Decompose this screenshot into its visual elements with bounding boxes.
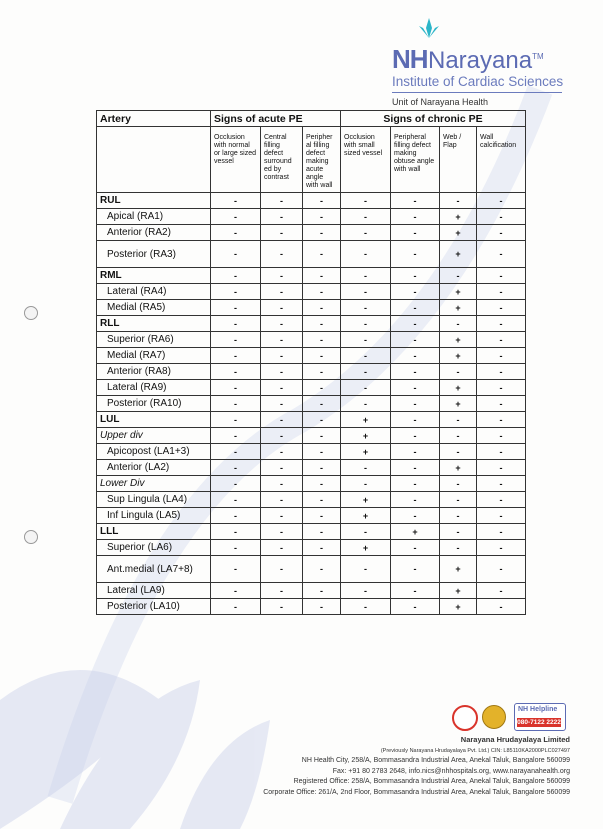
sign-value-cell: - bbox=[303, 225, 341, 241]
sign-value-cell: - bbox=[303, 508, 341, 524]
sign-value-cell: - bbox=[391, 556, 440, 583]
acute-pe-header: Signs of acute PE bbox=[211, 111, 341, 127]
sign-value-cell: - bbox=[477, 508, 526, 524]
chronic-pe-header: Signs of chronic PE bbox=[341, 111, 526, 127]
sign-value-cell: - bbox=[391, 444, 440, 460]
sign-value-cell: - bbox=[477, 193, 526, 209]
table-row bbox=[97, 268, 526, 284]
sign-value-cell: - bbox=[261, 268, 303, 284]
sign-value-cell: - bbox=[211, 540, 261, 556]
sign-value-cell: - bbox=[391, 540, 440, 556]
artery-subheader-blank bbox=[97, 127, 211, 193]
sign-value-cell: - bbox=[211, 268, 261, 284]
sign-value-cell: - bbox=[211, 300, 261, 316]
subheader-web-flap: Web / Flap bbox=[440, 127, 477, 193]
sign-value-cell: - bbox=[341, 209, 391, 225]
artery-label: Sup Lingula (LA4) bbox=[97, 492, 211, 508]
sign-value-cell: - bbox=[477, 348, 526, 364]
sign-value-cell: - bbox=[211, 508, 261, 524]
helpline-number: 080-7122 2222 bbox=[517, 719, 561, 726]
sign-value-cell: - bbox=[261, 583, 303, 599]
sign-value-cell: - bbox=[477, 492, 526, 508]
pe-signs-table bbox=[96, 110, 526, 615]
sign-value-cell: - bbox=[477, 225, 526, 241]
sign-value-cell: - bbox=[440, 540, 477, 556]
artery-label: Superior (LA6) bbox=[97, 540, 211, 556]
sign-value-cell: - bbox=[261, 348, 303, 364]
sign-value-cell: - bbox=[440, 193, 477, 209]
artery-label: RML bbox=[97, 268, 211, 284]
sign-value-cell: - bbox=[303, 583, 341, 599]
artery-label: Anterior (LA2) bbox=[97, 460, 211, 476]
sign-value-cell: - bbox=[303, 193, 341, 209]
artery-label: LLL bbox=[97, 524, 211, 540]
sign-value-cell: + bbox=[440, 348, 477, 364]
accreditation-badges bbox=[452, 703, 564, 731]
artery-label: Posterior (RA10) bbox=[97, 396, 211, 412]
sign-value-cell: - bbox=[261, 556, 303, 583]
sign-value-cell: - bbox=[341, 380, 391, 396]
table-body bbox=[97, 193, 526, 615]
sign-value-cell: + bbox=[391, 524, 440, 540]
sign-value-cell: - bbox=[391, 268, 440, 284]
table-row bbox=[97, 396, 526, 412]
sign-value-cell: - bbox=[477, 364, 526, 380]
sign-value-cell: - bbox=[477, 268, 526, 284]
sign-value-cell: - bbox=[261, 540, 303, 556]
artery-label: Upper div bbox=[97, 428, 211, 444]
sign-value-cell: - bbox=[391, 300, 440, 316]
sign-value-cell: - bbox=[261, 364, 303, 380]
sign-value-cell: - bbox=[261, 444, 303, 460]
subheader-central-defect: Central filling defect surround ed by contrast bbox=[261, 127, 303, 193]
sign-value-cell: - bbox=[477, 241, 526, 268]
sign-value-cell: - bbox=[261, 508, 303, 524]
artery-label: Posterior (RA3) bbox=[97, 241, 211, 268]
sign-value-cell: + bbox=[341, 412, 391, 428]
subheader-occlusion-small: Occlusion with small sized vessel bbox=[341, 127, 391, 193]
subheader-peripheral-acute: Peripher al filling defect making acute angle with wall bbox=[303, 127, 341, 193]
sign-value-cell: - bbox=[261, 193, 303, 209]
sign-value-cell: - bbox=[477, 428, 526, 444]
sign-value-cell: - bbox=[440, 476, 477, 492]
artery-label: Anterior (RA8) bbox=[97, 364, 211, 380]
sign-value-cell: - bbox=[477, 524, 526, 540]
sign-value-cell: - bbox=[341, 556, 391, 583]
sign-value-cell: - bbox=[303, 492, 341, 508]
sign-value-cell: + bbox=[341, 428, 391, 444]
sign-value-cell: - bbox=[261, 225, 303, 241]
sign-value-cell: - bbox=[303, 524, 341, 540]
sign-value-cell: - bbox=[211, 284, 261, 300]
sign-value-cell: - bbox=[341, 268, 391, 284]
sign-value-cell: + bbox=[440, 300, 477, 316]
sign-value-cell: - bbox=[440, 492, 477, 508]
sign-value-cell: - bbox=[303, 284, 341, 300]
artery-label: RUL bbox=[97, 193, 211, 209]
sign-value-cell: - bbox=[341, 599, 391, 615]
nabh-badge-icon bbox=[452, 705, 478, 731]
artery-label: Lower Div bbox=[97, 476, 211, 492]
sign-value-cell: + bbox=[440, 225, 477, 241]
sign-value-cell: - bbox=[261, 316, 303, 332]
sign-value-cell: - bbox=[211, 332, 261, 348]
sign-value-cell: - bbox=[477, 476, 526, 492]
sign-value-cell: - bbox=[211, 380, 261, 396]
table-row bbox=[97, 209, 526, 225]
sign-value-cell: - bbox=[440, 444, 477, 460]
table-row bbox=[97, 348, 526, 364]
sign-value-cell: - bbox=[211, 428, 261, 444]
logo-divider bbox=[392, 92, 562, 93]
sign-value-cell: - bbox=[261, 524, 303, 540]
sign-value-cell: - bbox=[391, 225, 440, 241]
sign-value-cell: - bbox=[477, 332, 526, 348]
company-name: Narayana Hrudayalaya Limited bbox=[460, 735, 570, 744]
sign-value-cell: - bbox=[261, 599, 303, 615]
sign-value-cell: - bbox=[391, 380, 440, 396]
table-row bbox=[97, 599, 526, 615]
sign-value-cell: - bbox=[211, 396, 261, 412]
sign-value-cell: - bbox=[477, 556, 526, 583]
sign-value-cell: - bbox=[440, 364, 477, 380]
sign-value-cell: - bbox=[391, 460, 440, 476]
sign-value-cell: - bbox=[261, 476, 303, 492]
sign-value-cell: + bbox=[440, 599, 477, 615]
sign-value-cell: - bbox=[391, 428, 440, 444]
table-row bbox=[97, 225, 526, 241]
artery-label: Anterior (RA2) bbox=[97, 225, 211, 241]
sign-value-cell: + bbox=[341, 540, 391, 556]
sign-value-cell: - bbox=[303, 599, 341, 615]
table-row bbox=[97, 540, 526, 556]
sign-value-cell: - bbox=[303, 241, 341, 268]
sign-value-cell: - bbox=[303, 460, 341, 476]
artery-label: Inf Lingula (LA5) bbox=[97, 508, 211, 524]
table-row bbox=[97, 460, 526, 476]
sign-value-cell: - bbox=[303, 348, 341, 364]
sign-value-cell: - bbox=[341, 460, 391, 476]
sign-value-cell: - bbox=[391, 396, 440, 412]
table-row bbox=[97, 332, 526, 348]
sign-value-cell: - bbox=[341, 524, 391, 540]
table-row bbox=[97, 316, 526, 332]
sign-value-cell: - bbox=[440, 508, 477, 524]
artery-label: Lateral (RA4) bbox=[97, 284, 211, 300]
sign-value-cell: - bbox=[391, 284, 440, 300]
sign-value-cell: - bbox=[440, 316, 477, 332]
registered-office: Registered Office: 258/A, Bommasandra Industrial Area, Anekal Taluk, Bangalore 560099 bbox=[293, 778, 570, 785]
table-row bbox=[97, 364, 526, 380]
sign-value-cell: + bbox=[440, 583, 477, 599]
sign-value-cell: - bbox=[391, 364, 440, 380]
sign-value-cell: - bbox=[211, 193, 261, 209]
sign-value-cell: - bbox=[391, 241, 440, 268]
artery-label: Superior (RA6) bbox=[97, 332, 211, 348]
sign-value-cell: - bbox=[303, 444, 341, 460]
sign-value-cell: - bbox=[303, 476, 341, 492]
footer-address-block bbox=[230, 735, 570, 798]
sign-value-cell: - bbox=[211, 556, 261, 583]
brand-mark: NH bbox=[392, 44, 428, 74]
sign-value-cell: - bbox=[341, 332, 391, 348]
sign-value-cell: - bbox=[341, 348, 391, 364]
sign-value-cell: - bbox=[211, 412, 261, 428]
subheader-wall-calcification: Wall calcification bbox=[477, 127, 526, 193]
table-row bbox=[97, 241, 526, 268]
table-row bbox=[97, 428, 526, 444]
sign-value-cell: - bbox=[211, 599, 261, 615]
sign-value-cell: - bbox=[303, 300, 341, 316]
table-row bbox=[97, 556, 526, 583]
sign-value-cell: - bbox=[341, 284, 391, 300]
sign-value-cell: + bbox=[440, 380, 477, 396]
sign-value-cell: + bbox=[440, 241, 477, 268]
sign-value-cell: + bbox=[440, 556, 477, 583]
sign-value-cell: - bbox=[477, 583, 526, 599]
unit-name: Unit of Narayana Health bbox=[392, 97, 489, 107]
corporate-office: Corporate Office: 261/A, 2nd Floor, Bommasandra Industrial Area, Anekal Taluk, Bangalore 560099 bbox=[263, 788, 570, 796]
sign-value-cell: - bbox=[303, 364, 341, 380]
artery-label: Medial (RA7) bbox=[97, 348, 211, 364]
sign-value-cell: - bbox=[261, 428, 303, 444]
sign-value-cell: - bbox=[477, 316, 526, 332]
sign-value-cell: - bbox=[303, 540, 341, 556]
sign-value-cell: + bbox=[341, 508, 391, 524]
sign-value-cell: - bbox=[391, 332, 440, 348]
sign-value-cell: - bbox=[211, 225, 261, 241]
table-row bbox=[97, 412, 526, 428]
punch-hole-top bbox=[24, 306, 38, 320]
sign-value-cell: - bbox=[211, 316, 261, 332]
sign-value-cell: - bbox=[303, 428, 341, 444]
table-row bbox=[97, 524, 526, 540]
sign-value-cell: - bbox=[211, 241, 261, 268]
sign-value-cell: - bbox=[477, 412, 526, 428]
sign-value-cell: - bbox=[303, 396, 341, 412]
sign-value-cell: - bbox=[391, 412, 440, 428]
sign-value-cell: - bbox=[261, 332, 303, 348]
table-row bbox=[97, 300, 526, 316]
sign-value-cell: - bbox=[261, 412, 303, 428]
sign-value-cell: - bbox=[440, 268, 477, 284]
sign-value-cell: - bbox=[261, 492, 303, 508]
sign-value-cell: - bbox=[440, 428, 477, 444]
sign-value-cell: - bbox=[391, 476, 440, 492]
table-row bbox=[97, 380, 526, 396]
sign-value-cell: - bbox=[440, 524, 477, 540]
sign-value-cell: - bbox=[391, 316, 440, 332]
sign-value-cell: - bbox=[477, 460, 526, 476]
artery-header: Artery bbox=[97, 111, 211, 127]
sign-value-cell: - bbox=[341, 241, 391, 268]
subheader-peripheral-obtuse: Peripheral filling defect making obtuse angle with wall bbox=[391, 127, 440, 193]
sign-value-cell: - bbox=[261, 209, 303, 225]
sign-value-cell: - bbox=[341, 364, 391, 380]
helpline-title: NH Helpline bbox=[518, 706, 558, 713]
sign-value-cell: - bbox=[303, 412, 341, 428]
table-row bbox=[97, 508, 526, 524]
subheader-occlusion-large: Occlusion with normal or large sized vessel bbox=[211, 127, 261, 193]
artery-label: Lateral (RA9) bbox=[97, 380, 211, 396]
sign-value-cell: + bbox=[440, 396, 477, 412]
helpline-badge bbox=[514, 703, 566, 731]
artery-label: LUL bbox=[97, 412, 211, 428]
sign-value-cell: - bbox=[261, 300, 303, 316]
sign-value-cell: - bbox=[341, 300, 391, 316]
sign-value-cell: + bbox=[341, 492, 391, 508]
sign-value-cell: - bbox=[341, 193, 391, 209]
sign-value-cell: - bbox=[477, 209, 526, 225]
sign-value-cell: + bbox=[440, 332, 477, 348]
sign-value-cell: - bbox=[211, 209, 261, 225]
previous-name-cin: (Previously Narayana Hrudayalaya Pvt. Ltd.) CIN: L85110KA2000PLC027497 bbox=[380, 747, 570, 754]
sign-value-cell: - bbox=[440, 412, 477, 428]
narayana-logo bbox=[392, 14, 572, 114]
brand-name: Narayana™ bbox=[428, 47, 544, 74]
sign-value-cell: - bbox=[391, 583, 440, 599]
sign-value-cell: - bbox=[261, 460, 303, 476]
sign-value-cell: - bbox=[303, 316, 341, 332]
sign-value-cell: - bbox=[303, 556, 341, 583]
sign-value-cell: - bbox=[303, 209, 341, 225]
sign-value-cell: - bbox=[261, 241, 303, 268]
sign-value-cell: - bbox=[261, 284, 303, 300]
artery-label: RLL bbox=[97, 316, 211, 332]
sign-value-cell: - bbox=[341, 316, 391, 332]
sign-value-cell: + bbox=[440, 209, 477, 225]
sign-value-cell: - bbox=[477, 300, 526, 316]
table-row bbox=[97, 444, 526, 460]
artery-label: Lateral (LA9) bbox=[97, 583, 211, 599]
sign-value-cell: - bbox=[303, 268, 341, 284]
sign-value-cell: - bbox=[341, 396, 391, 412]
punch-hole-bottom bbox=[24, 530, 38, 544]
sign-value-cell: - bbox=[341, 225, 391, 241]
sign-value-cell: + bbox=[341, 444, 391, 460]
sign-value-cell: - bbox=[477, 284, 526, 300]
table-row bbox=[97, 583, 526, 599]
sign-value-cell: - bbox=[303, 380, 341, 396]
sign-value-cell: - bbox=[391, 492, 440, 508]
artery-label: Medial (RA5) bbox=[97, 300, 211, 316]
sign-value-cell: - bbox=[341, 583, 391, 599]
sign-value-cell: - bbox=[211, 476, 261, 492]
sign-value-cell: - bbox=[341, 476, 391, 492]
artery-label: Posterior (LA10) bbox=[97, 599, 211, 615]
sign-value-cell: - bbox=[211, 444, 261, 460]
sign-value-cell: - bbox=[391, 599, 440, 615]
institute-name: Institute of Cardiac Sciences bbox=[392, 74, 564, 89]
sign-value-cell: - bbox=[211, 524, 261, 540]
jci-badge-icon bbox=[482, 705, 506, 729]
table-row bbox=[97, 284, 526, 300]
table-row bbox=[97, 476, 526, 492]
sign-value-cell: - bbox=[211, 583, 261, 599]
sign-value-cell: + bbox=[440, 284, 477, 300]
sign-value-cell: - bbox=[477, 380, 526, 396]
sign-value-cell: - bbox=[391, 508, 440, 524]
sign-value-cell: - bbox=[391, 348, 440, 364]
sign-value-cell: - bbox=[211, 492, 261, 508]
sign-value-cell: - bbox=[303, 332, 341, 348]
sign-value-cell: - bbox=[477, 540, 526, 556]
health-city-address: NH Health City, 258/A, Bommasandra Industrial Area, Anekal Taluk, Bangalore 560099 bbox=[301, 757, 570, 764]
sign-value-cell: - bbox=[391, 193, 440, 209]
artery-label: Apical (RA1) bbox=[97, 209, 211, 225]
table-row bbox=[97, 492, 526, 508]
sign-value-cell: - bbox=[391, 209, 440, 225]
sign-value-cell: - bbox=[477, 599, 526, 615]
sign-value-cell: - bbox=[477, 396, 526, 412]
sign-value-cell: + bbox=[440, 460, 477, 476]
sign-value-cell: - bbox=[211, 348, 261, 364]
lotus-icon bbox=[417, 16, 441, 42]
sign-value-cell: - bbox=[477, 444, 526, 460]
sign-value-cell: - bbox=[211, 364, 261, 380]
artery-label: Apicopost (LA1+3) bbox=[97, 444, 211, 460]
sign-value-cell: - bbox=[261, 380, 303, 396]
contact-line: Fax: +91 80 2783 2648, info.nics@nhhospitals.org, www.narayanahealth.org bbox=[332, 767, 570, 775]
sign-value-cell: - bbox=[211, 460, 261, 476]
artery-label: Ant.medial (LA7+8) bbox=[97, 556, 211, 583]
table-row bbox=[97, 193, 526, 209]
sign-value-cell: - bbox=[261, 396, 303, 412]
